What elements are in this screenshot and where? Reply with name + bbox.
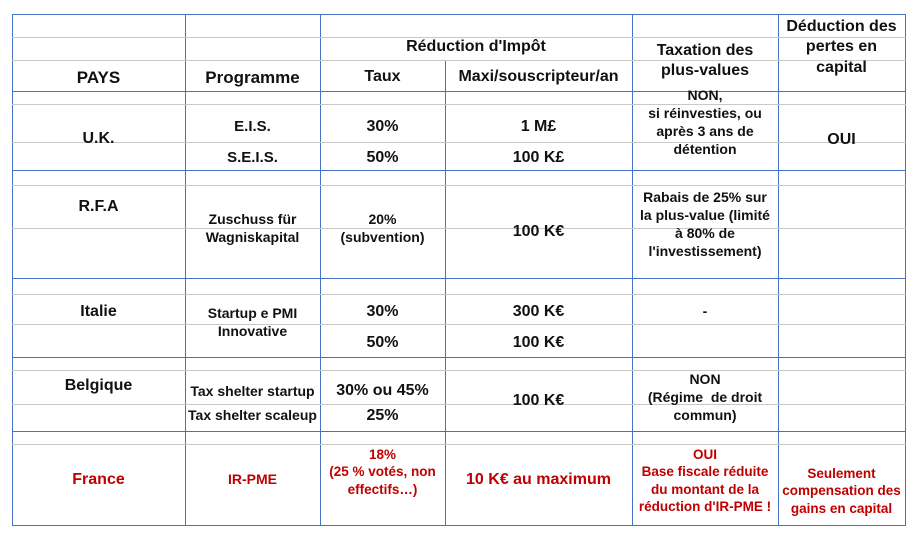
country-italie: Italie xyxy=(80,303,117,320)
taxation-belgique-line: commun) xyxy=(673,406,737,423)
header-reduction: Réduction d'Impôt xyxy=(406,38,546,55)
row-divider xyxy=(12,357,906,358)
taxation-belgique-line: NON xyxy=(689,371,721,387)
taxation-belgique xyxy=(632,371,778,425)
maxi-seis: 100 K£ xyxy=(512,149,565,166)
taxation-france-line: Base fiscale réduite xyxy=(641,464,769,480)
programme-startup: Tax shelter startup xyxy=(190,383,315,399)
table-border-bottom xyxy=(12,525,906,526)
deduction-france-line: compensation des xyxy=(782,483,901,499)
taxation-rfa-line: Rabais de 25% sur xyxy=(643,189,767,205)
header-taxation-line: plus-values xyxy=(660,62,750,80)
maxi-rfa: 100 K€ xyxy=(512,223,565,240)
country-rfa: R.F.A xyxy=(78,198,119,215)
taux-rfa-line: (subvention) xyxy=(340,228,425,245)
taxation-france-line: OUI xyxy=(692,447,717,462)
taxation-france xyxy=(632,446,778,515)
country-france: France xyxy=(72,471,125,488)
deduction-france xyxy=(778,465,905,517)
taux-rfa xyxy=(320,211,445,247)
row-divider xyxy=(12,185,906,186)
table-border-top xyxy=(12,14,906,15)
row-divider xyxy=(12,431,906,432)
header-deduction-line: pertes en xyxy=(805,38,878,56)
country-uk: U.K. xyxy=(82,130,115,147)
country-belgique: Belgique xyxy=(64,377,133,394)
taux-france-line: (25 % votés, non xyxy=(329,464,436,480)
row-divider xyxy=(12,294,906,295)
programme-rfa xyxy=(185,211,320,247)
programme-france: IR-PME xyxy=(228,471,277,487)
taux-rfa-line: 20% xyxy=(368,211,397,227)
taux-scaleup: 25% xyxy=(366,407,399,424)
taux-eis: 30% xyxy=(366,118,399,135)
deduction-uk: OUI xyxy=(827,131,856,148)
taux-italie-2: 50% xyxy=(366,334,399,351)
taxation-rfa-line: la plus-value (limité xyxy=(640,206,770,223)
header-pays: PAYS xyxy=(76,68,121,87)
taxation-italie: - xyxy=(702,303,708,319)
header-maxi: Maxi/souscripteur/an xyxy=(458,68,619,85)
programme-italie-line: Innovative xyxy=(217,322,288,339)
maxi-eis: 1 M£ xyxy=(520,118,557,135)
maxi-italie-1: 300 K€ xyxy=(512,303,565,320)
taxation-uk-line: détention xyxy=(673,140,737,157)
maxi-france: 10 K€ au maximum xyxy=(466,471,611,488)
header-taxation xyxy=(632,41,778,82)
programme-italie-line: Startup e PMI xyxy=(207,305,298,321)
header-deduction xyxy=(778,17,905,78)
header-programme: Programme xyxy=(205,68,300,87)
programme-scaleup: Tax shelter scaleup xyxy=(188,407,317,423)
programme-rfa-line: Zuschuss für xyxy=(208,211,297,227)
taxation-uk-line: NON, xyxy=(687,87,723,103)
maxi-italie-2: 100 K€ xyxy=(512,334,565,351)
taux-italie-1: 30% xyxy=(366,303,399,320)
programme-italie xyxy=(185,305,320,341)
taxation-uk xyxy=(632,87,778,159)
maxi-belgique: 100 K€ xyxy=(512,392,565,409)
taxation-france-line: réduction d'IR-PME ! xyxy=(638,498,772,514)
taxation-uk-line: si réinvesties, ou xyxy=(648,104,762,121)
taux-france-line: effectifs…) xyxy=(347,481,418,497)
taxation-uk-line: après 3 ans de xyxy=(656,122,754,139)
taux-france xyxy=(320,446,445,498)
taxation-rfa-line: l'investissement) xyxy=(648,242,762,259)
header-deduction-line: capital xyxy=(816,58,867,76)
taxation-belgique-line: (Régime de droit xyxy=(647,388,763,405)
row-divider xyxy=(12,170,906,171)
header-deduction-line: Déduction des xyxy=(786,18,897,35)
header-taux: Taux xyxy=(364,68,401,85)
taxation-france-line: du montant de la xyxy=(651,481,759,497)
taux-france-line: 18% xyxy=(368,447,397,462)
programme-rfa-line: Wagniskapital xyxy=(205,228,300,245)
deduction-france-line: gains en capital xyxy=(790,500,893,516)
taxation-rfa xyxy=(632,189,778,261)
deduction-france-line: Seulement xyxy=(807,466,876,481)
taxation-rfa-line: à 80% de xyxy=(675,224,735,241)
header-taxation-line: Taxation des xyxy=(656,42,754,59)
row-divider xyxy=(12,324,906,325)
programme-seis: S.E.I.S. xyxy=(227,149,278,166)
row-divider xyxy=(12,444,906,445)
row-divider xyxy=(12,278,906,279)
programme-eis: E.I.S. xyxy=(234,118,271,135)
taux-startup: 30% ou 45% xyxy=(336,382,429,399)
taux-seis: 50% xyxy=(366,149,399,166)
